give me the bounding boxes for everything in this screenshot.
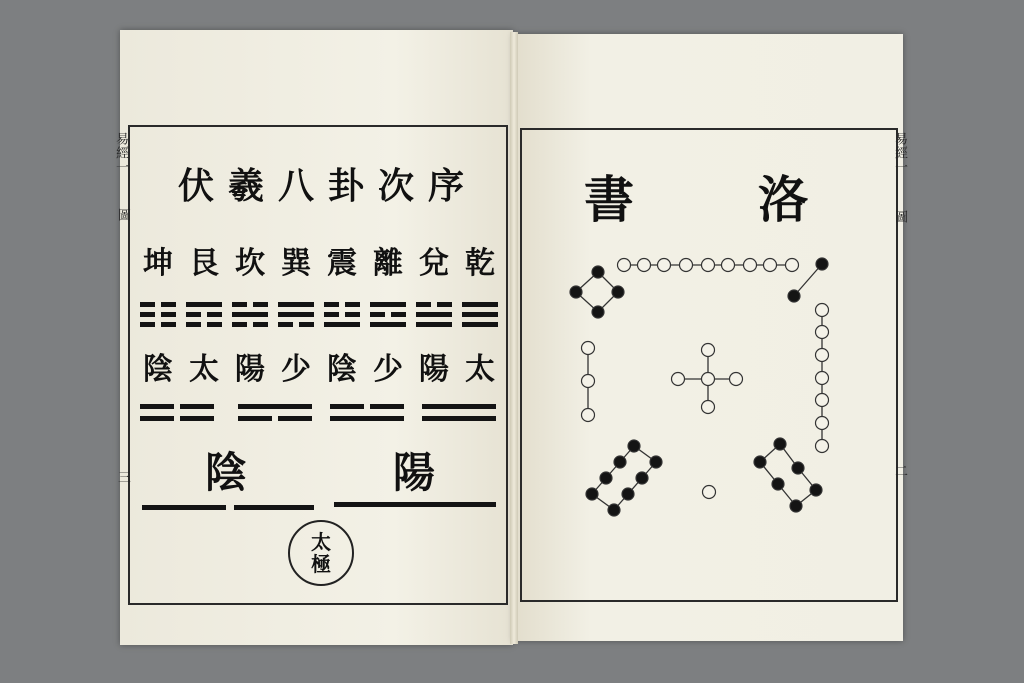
four-image-char: 陰 (327, 352, 357, 387)
taiji-char: 極 (311, 552, 331, 576)
four-image-char: 少 (281, 352, 311, 387)
seven-dot (816, 394, 829, 407)
four-image-char: 太 (465, 352, 495, 387)
five-dot (702, 401, 715, 414)
six-dot (772, 478, 784, 490)
eight-line (614, 462, 656, 510)
four-dot (612, 286, 624, 298)
nine-dot (658, 259, 671, 272)
four-dot (592, 306, 604, 318)
nine-dot (638, 259, 651, 272)
nine-dot (722, 259, 735, 272)
four-image-char: 陽 (235, 352, 265, 387)
six-dot (810, 484, 822, 496)
six-dot (754, 456, 766, 468)
right-margin-label: 易經一 (892, 132, 907, 174)
nine-dot (744, 259, 757, 272)
nine-dot (702, 259, 715, 272)
trigram-name: 離 (373, 246, 403, 281)
five-dot (730, 373, 743, 386)
eight-dot (614, 456, 626, 468)
nine-dot (764, 259, 777, 272)
one-dot (703, 486, 716, 499)
seven-dot (816, 372, 829, 385)
trigram-name: 兌 (419, 246, 449, 281)
three-dot (582, 409, 595, 422)
seven-dot (816, 326, 829, 339)
eight-dot (600, 472, 612, 484)
three-dot (582, 375, 595, 388)
three-dot (582, 342, 595, 355)
trigram-name: 坤 (143, 246, 173, 281)
five-dot (672, 373, 685, 386)
eight-dot (622, 488, 634, 500)
right-folio: 二 (892, 464, 907, 478)
four-image-char: 太 (189, 352, 219, 387)
four-image-char: 陽 (419, 352, 449, 387)
seven-dot (816, 349, 829, 362)
nine-dot (680, 259, 693, 272)
taiji-char: 太 (311, 530, 331, 554)
six-dot (790, 500, 802, 512)
eight-dot (650, 456, 662, 468)
six-dot (792, 462, 804, 474)
trigram-name: 艮 (189, 246, 219, 281)
nine-dot (618, 259, 631, 272)
four-image-char: 陰 (143, 352, 173, 387)
trigram-name: 乾 (465, 246, 495, 281)
eight-dot (586, 488, 598, 500)
two-dot (816, 258, 828, 270)
nine-dot (786, 259, 799, 272)
luoshu-title-right: 洛 (758, 170, 808, 229)
seven-dot (816, 417, 829, 430)
left-page-mark: 圖 (115, 208, 130, 222)
four-image-char: 少 (373, 352, 403, 387)
seven-dot (816, 440, 829, 453)
seven-dot (816, 304, 829, 317)
luoshu-title-left: 書 (584, 170, 634, 229)
yang-label: 陽 (393, 448, 436, 497)
trigram-name: 震 (327, 246, 357, 281)
eight-dot (636, 472, 648, 484)
eight-line (592, 446, 634, 494)
right-page-mark: 圖 (892, 210, 907, 224)
page-title: 伏羲八卦次序 (178, 165, 479, 207)
five-dot (702, 373, 715, 386)
trigram-name: 坎 (235, 246, 265, 281)
two-dot (788, 290, 800, 302)
trigram-name: 巽 (281, 246, 311, 281)
eight-dot (628, 440, 640, 452)
left-margin-label: 易經一 (113, 132, 128, 174)
left-folio: 三 (115, 470, 130, 484)
eight-dot (608, 504, 620, 516)
four-dot (592, 266, 604, 278)
four-dot (570, 286, 582, 298)
five-dot (702, 344, 715, 357)
six-dot (774, 438, 786, 450)
yin-label: 陰 (205, 448, 248, 497)
